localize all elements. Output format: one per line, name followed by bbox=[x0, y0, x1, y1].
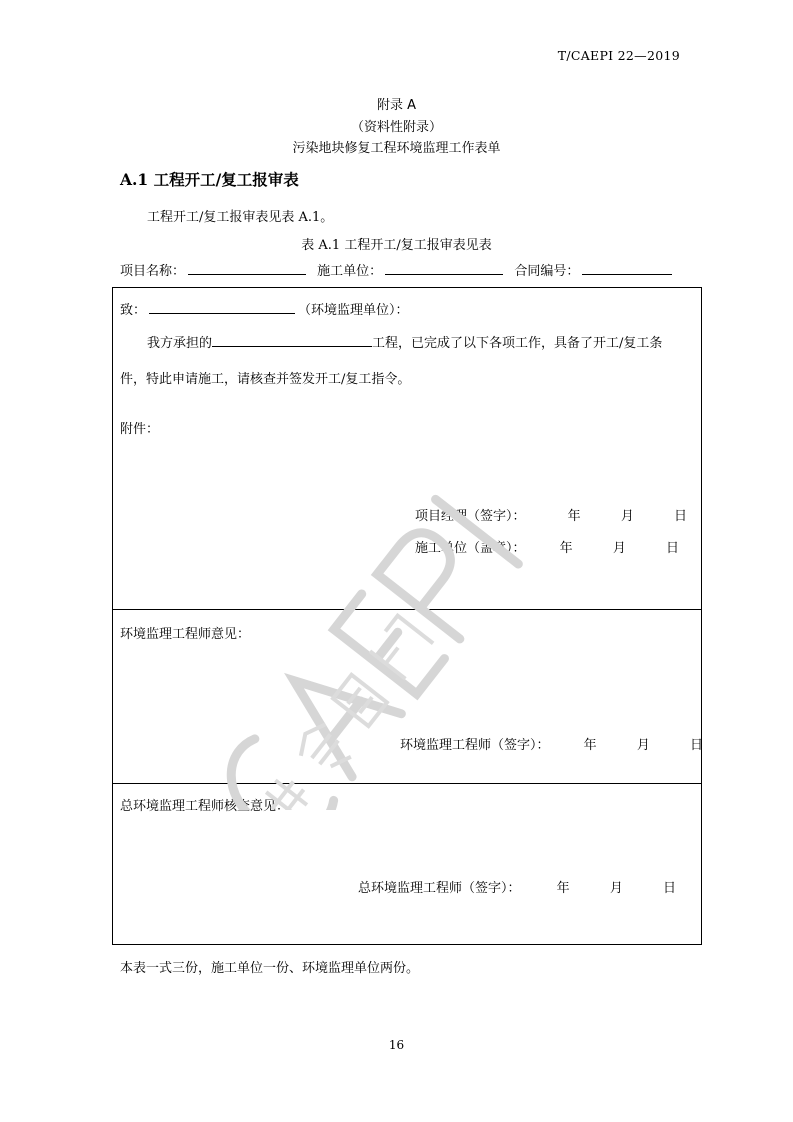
unit-month: 月 bbox=[612, 541, 626, 556]
construction-unit-blank[interactable] bbox=[385, 260, 503, 275]
engineer-month: 月 bbox=[636, 738, 650, 753]
signature-unit bbox=[415, 537, 679, 556]
to-line bbox=[120, 299, 409, 318]
to-suffix: （环境监理单位）： bbox=[298, 303, 409, 318]
statement-line-2: 件，特此申请施工，请核查并签发开工/复工指令。 bbox=[120, 372, 411, 387]
appendix-subtitle: （资料性附录） bbox=[350, 120, 442, 135]
engineer-year: 年 bbox=[583, 738, 597, 753]
signature-engineer bbox=[400, 734, 703, 753]
engineer-day: 日 bbox=[689, 738, 703, 753]
intro-text: 工程开工/复工报审表见表 A.1。 bbox=[147, 210, 334, 225]
page-number: 16 bbox=[388, 1038, 405, 1052]
construction-unit-label: 施工单位： bbox=[317, 264, 383, 279]
attachments-label: 附件： bbox=[120, 422, 160, 437]
appendix-heading: 污染地块修复工程环境监理工作表单 bbox=[292, 141, 501, 156]
signature-pm bbox=[415, 505, 687, 524]
chief-opinion-label: 总环境监理工程师核查意见： bbox=[120, 799, 290, 814]
project-name-label: 项目名称： bbox=[120, 264, 186, 279]
pm-year: 年 bbox=[567, 509, 581, 524]
contract-no-label: 合同编号： bbox=[514, 264, 580, 279]
statement-rest: 工程，已完成了以下各项工作，具备了开工/复工条 bbox=[372, 336, 663, 351]
signature-chief bbox=[358, 877, 676, 896]
section-title: A.1 工程开工/复工报审表 bbox=[120, 170, 299, 189]
unit-seal-label: 施工单位（盖章）： bbox=[415, 541, 526, 556]
project-name-blank[interactable] bbox=[188, 260, 306, 275]
to-label: 致： bbox=[120, 303, 147, 318]
footnote: 本表一式三份，施工单位一份、环境监理单位两份。 bbox=[120, 961, 420, 976]
project-blank[interactable] bbox=[212, 332, 372, 347]
pm-month: 月 bbox=[620, 509, 634, 524]
project-info-line bbox=[120, 260, 675, 279]
engineer-sign-label: 环境监理工程师（签字）： bbox=[400, 738, 550, 753]
table-caption: 表 A.1 工程开工/复工报审表见表 bbox=[301, 238, 492, 253]
pm-day: 日 bbox=[673, 509, 687, 524]
statement-prefix: 我方承担的 bbox=[147, 336, 213, 351]
row-divider-2 bbox=[112, 783, 702, 784]
statement-line-1 bbox=[147, 332, 662, 351]
appendix-title: 附录 A bbox=[376, 98, 417, 113]
engineer-opinion-label: 环境监理工程师意见： bbox=[120, 627, 251, 642]
pm-sign-label: 项目经理（签字）： bbox=[415, 509, 526, 524]
chief-month: 月 bbox=[609, 881, 623, 896]
chief-day: 日 bbox=[662, 881, 676, 896]
chief-sign-label: 总环境监理工程师（签字）： bbox=[358, 881, 521, 896]
to-blank[interactable] bbox=[149, 299, 295, 314]
standard-code: T/CAEPI 22—2019 bbox=[557, 48, 680, 63]
contract-no-blank[interactable] bbox=[582, 260, 672, 275]
unit-year: 年 bbox=[559, 541, 573, 556]
chief-year: 年 bbox=[556, 881, 570, 896]
unit-day: 日 bbox=[665, 541, 679, 556]
row-divider-1 bbox=[112, 609, 702, 610]
